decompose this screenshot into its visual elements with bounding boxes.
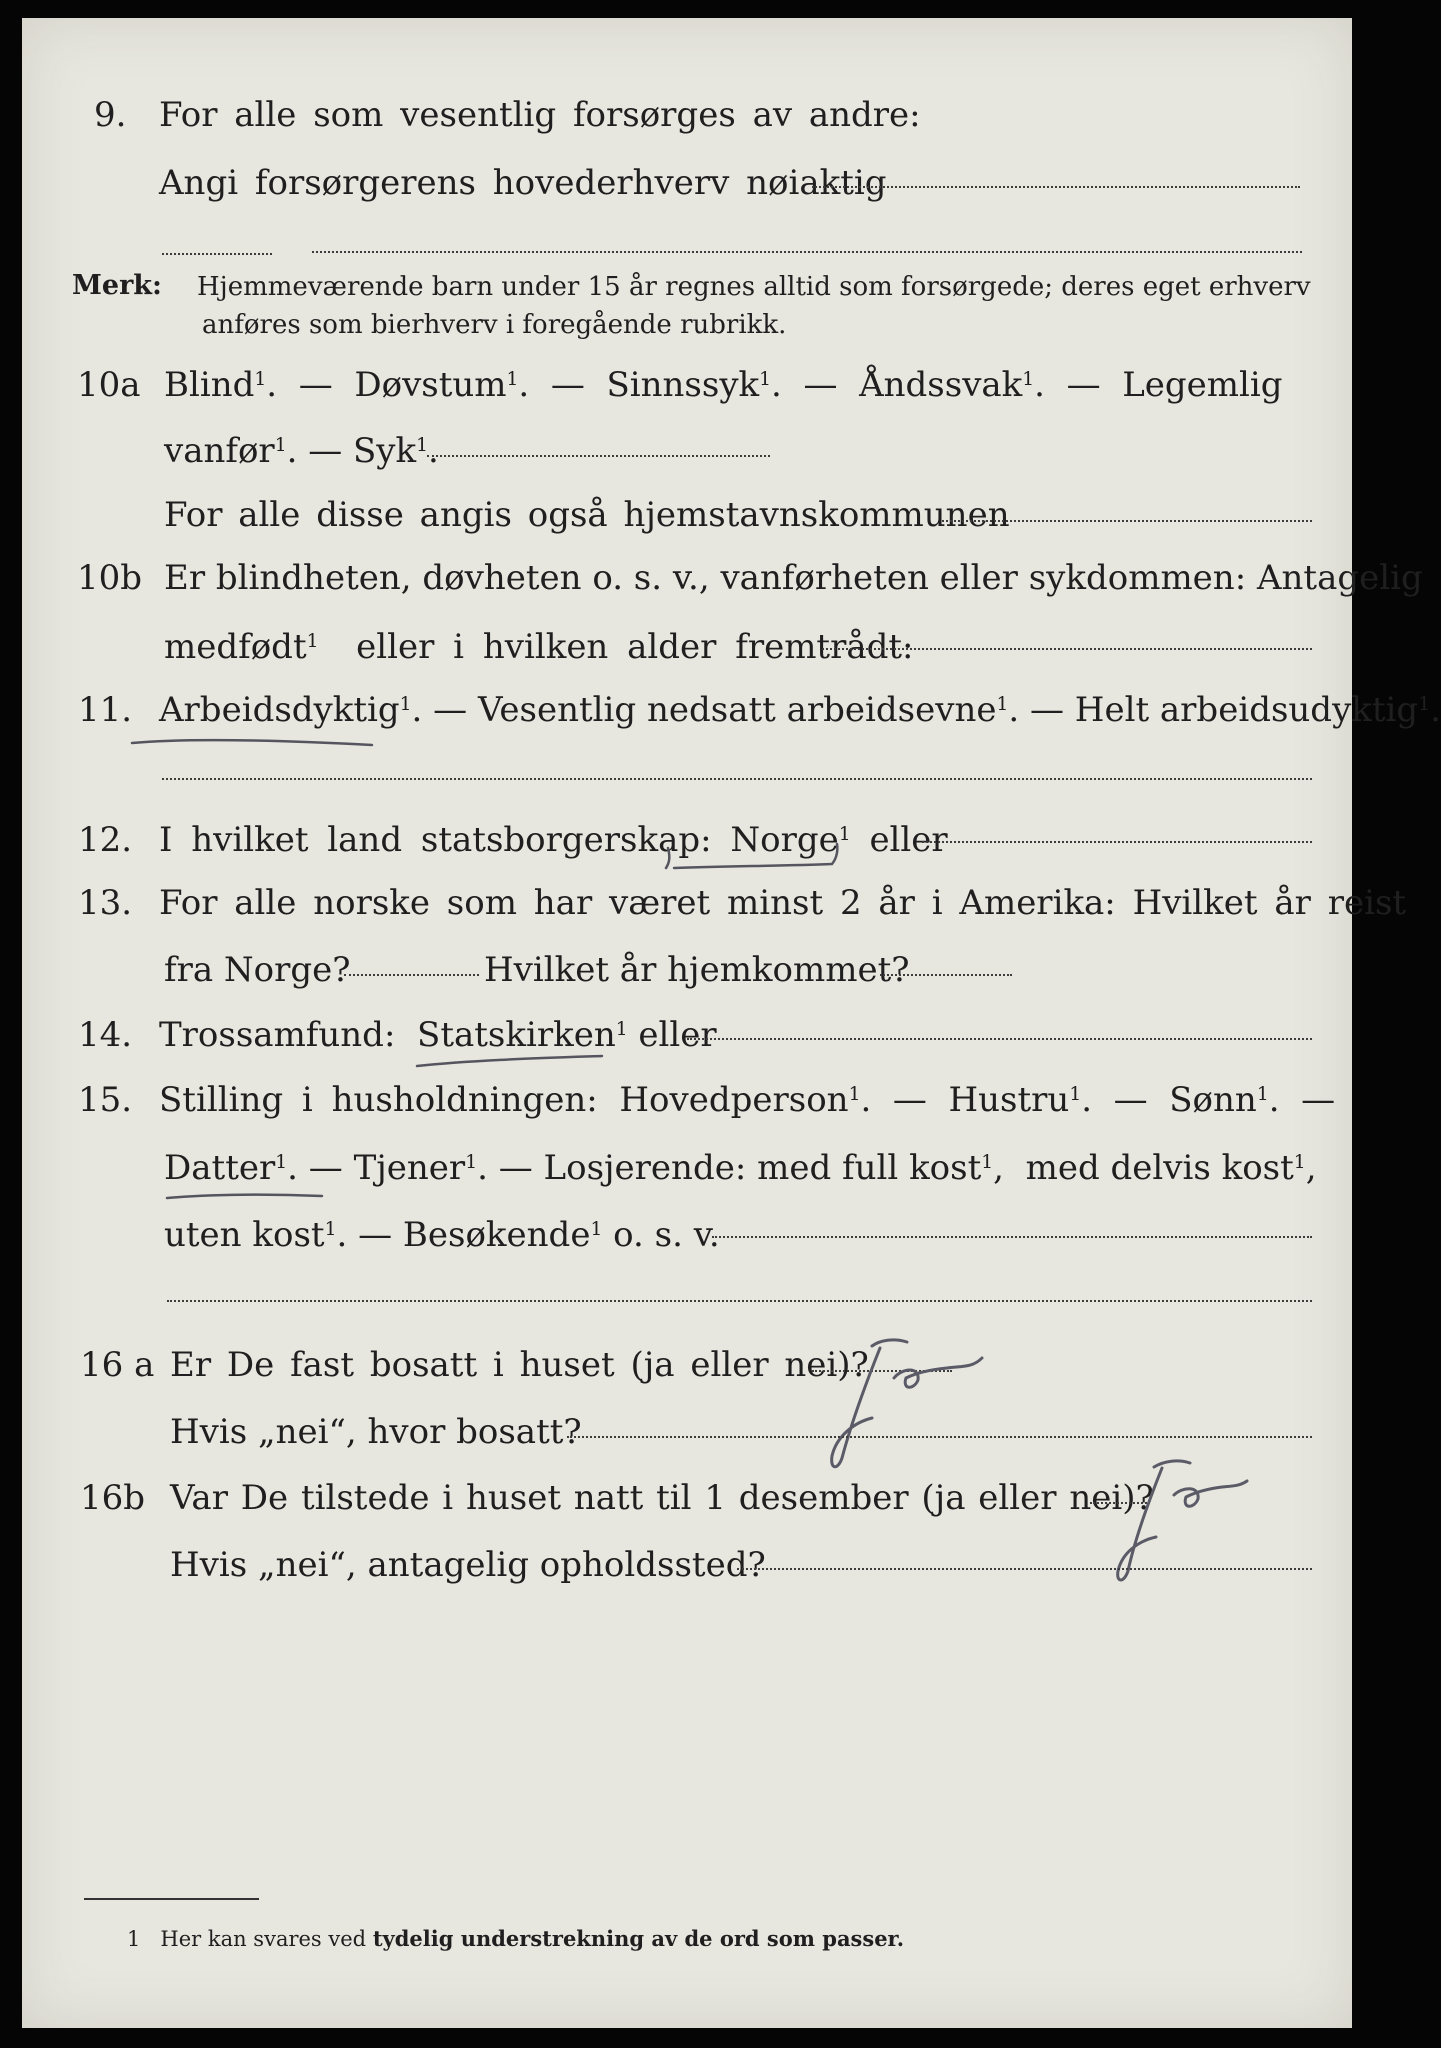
q11-line: Arbeidsdyktig$^1$. — Vesentlig nedsatt arbeidsevne$^1$. — Helt arbeidsudyktig$^1$.: [159, 690, 1441, 730]
opt-andssvak: Åndssvak: [859, 365, 1023, 405]
q9-answer-line-2b: [312, 251, 1302, 253]
q10a-number: 10a: [77, 365, 141, 405]
opt-syk: Syk: [353, 431, 417, 471]
q16a-line2: Hvis „nei“, hvor bosatt?: [170, 1412, 582, 1452]
merk-line1: Hjemmeværende barn under 15 år regnes alltid som forsørgede; deres eget erhverv: [197, 272, 1311, 302]
q15-answer-line: [712, 1236, 1312, 1238]
q13-hjem-line: [880, 974, 1012, 976]
footnote-rule: [84, 1898, 259, 1900]
q16a-handwritten-answer: [802, 1328, 1032, 1478]
q15-answer-line-2: [167, 1300, 1312, 1302]
q14-line: Trossamfund: Statskirken$^1$ eller: [159, 1015, 717, 1055]
q16b-opholdssted-line: [737, 1568, 1312, 1570]
q16a-line1: Er De fast bosatt i huset (ja eller nei)?: [170, 1345, 869, 1385]
opt-sonn: Sønn: [1169, 1080, 1257, 1120]
q12-number: 12.: [78, 820, 133, 860]
q16a-bosatt-line: [567, 1436, 1312, 1438]
q10b-line2-rest: eller i hvilken alder fremtrådt:: [356, 627, 914, 667]
opt-norge: Norge: [730, 820, 839, 860]
q14-eller: eller: [638, 1015, 717, 1055]
opt-uten: uten kost: [164, 1215, 325, 1255]
opt-statskirken: Statskirken: [417, 1015, 616, 1055]
census-form-page: [22, 18, 1441, 2028]
opt-legemlig: Legemlig: [1122, 365, 1283, 405]
q13-line2b: Hvilket år hjemkommet?: [484, 950, 910, 990]
footnote-bold: tydelig understrekning av de ord som passer.: [372, 1926, 905, 1951]
opt-besokende: Besøkende: [402, 1215, 591, 1255]
footnote-text: Her kan svares ved: [160, 1927, 367, 1951]
q10b-line1: Er blindheten, døvheten o. s. v., vanførheten eller sykdommen: Antagelig: [164, 558, 1423, 598]
q13-line1: For alle norske som har været minst 2 år i Amerika: Hvilket år reist: [159, 883, 1407, 923]
q12-answer-line: [922, 841, 1312, 843]
opt-arbeidsdyktig: Arbeidsdyktig: [159, 690, 400, 730]
opt-blind: Blind: [164, 365, 255, 405]
merk-line2: anføres som bierhverv i foregående rubrikk.: [202, 310, 787, 340]
underline-statskirken: [412, 1048, 612, 1078]
q12-line: I hvilket land statsborgerskap: Norge$^1$ eller: [159, 820, 948, 860]
q13-number: 13.: [78, 883, 133, 923]
q16b-number: 16b: [80, 1478, 146, 1518]
q15-line2: Datter$^1$. — Tjener$^1$. — Losjerende: med full kost$^1$, med delvis kost$^1$,: [164, 1148, 1317, 1188]
q14-answer-line: [687, 1038, 1312, 1040]
q10a-home-line: [942, 520, 1312, 522]
underline-norge: [662, 818, 862, 878]
q13-reist-line: [344, 974, 479, 976]
q10a-line3: For alle disse angis også hjemstavnskommunen: [164, 495, 1010, 535]
q12-eller: eller: [869, 820, 948, 860]
q12-text: I hvilket land statsborgerskap:: [159, 820, 712, 860]
q16a-number: 16 a: [80, 1345, 155, 1385]
underline-arbeidsdyktig: [127, 733, 377, 753]
underline-datter: [162, 1186, 332, 1210]
q10b-line2: medfødt$^1$ eller i hvilken alder fremtrådt:: [164, 627, 914, 667]
q14-number: 14.: [78, 1015, 133, 1055]
opt-vanfor: vanfør: [164, 431, 275, 471]
opt-delvis: med delvis kost: [1025, 1148, 1294, 1188]
opt-dovstum: Døvstum: [354, 365, 507, 405]
opt-tjener: Tjener: [353, 1148, 466, 1188]
opt-hovedperson: Hovedperson: [619, 1080, 849, 1120]
q16b-handwritten-answer: [1082, 1453, 1282, 1593]
opt-medfodt: medfødt: [164, 627, 307, 667]
q9-answer-line-2a: [162, 253, 272, 255]
opt-nedsatt: Vesentlig nedsatt arbeidsevne: [477, 690, 997, 730]
q9-answer-line: [812, 186, 1300, 188]
q15-osv: o. s. v.: [613, 1215, 720, 1255]
q16b-line1: Var De tilstede i huset natt til 1 desember (ja eller nei)?: [170, 1478, 1154, 1518]
footnote-mark: 1: [127, 1927, 141, 1951]
q13-line2a: fra Norge?: [164, 950, 351, 990]
q9-number: 9.: [94, 95, 127, 135]
opt-udyktig: Helt arbeidsudyktig: [1074, 690, 1419, 730]
q15-line3: uten kost$^1$. — Besøkende$^1$ o. s. v.: [164, 1215, 720, 1255]
q16b-line2: Hvis „nei“, antagelig opholdssted?: [170, 1545, 766, 1585]
q9-line2: Angi forsørgerens hovederhverv nøiaktig: [159, 163, 887, 203]
q11-answer-line: [162, 778, 1312, 780]
opt-losjerende: Losjerende: med full kost: [543, 1148, 982, 1188]
opt-datter: Datter: [164, 1148, 276, 1188]
q10a-line2: vanfør$^1$. — Syk$^1$.: [164, 431, 439, 471]
q14-text: Trossamfund:: [159, 1015, 396, 1055]
q10a-line1: Blind$^1$. — Døvstum$^1$. — Sinnssyk$^1$. — Åndssvak$^1$. — Legemlig: [164, 365, 1283, 405]
opt-sinnssyk: Sinnssyk: [606, 365, 760, 405]
q15-number: 15.: [78, 1080, 133, 1120]
q9-line1: For alle som vesentlig forsørges av andre:: [159, 95, 921, 135]
q10b-number: 10b: [77, 558, 143, 598]
q10b-answer-line: [822, 648, 1312, 650]
q15-line1: Stilling i husholdningen: Hovedperson$^1$. — Hustru$^1$. — Sønn$^1$. —: [159, 1080, 1336, 1120]
q10a-answer-line: [427, 455, 770, 457]
q15-text: Stilling i husholdningen:: [159, 1080, 598, 1120]
q11-number: 11.: [78, 690, 133, 730]
merk-label: Merk:: [72, 270, 162, 301]
footnote: [127, 1928, 904, 1950]
opt-hustru: Hustru: [948, 1080, 1070, 1120]
